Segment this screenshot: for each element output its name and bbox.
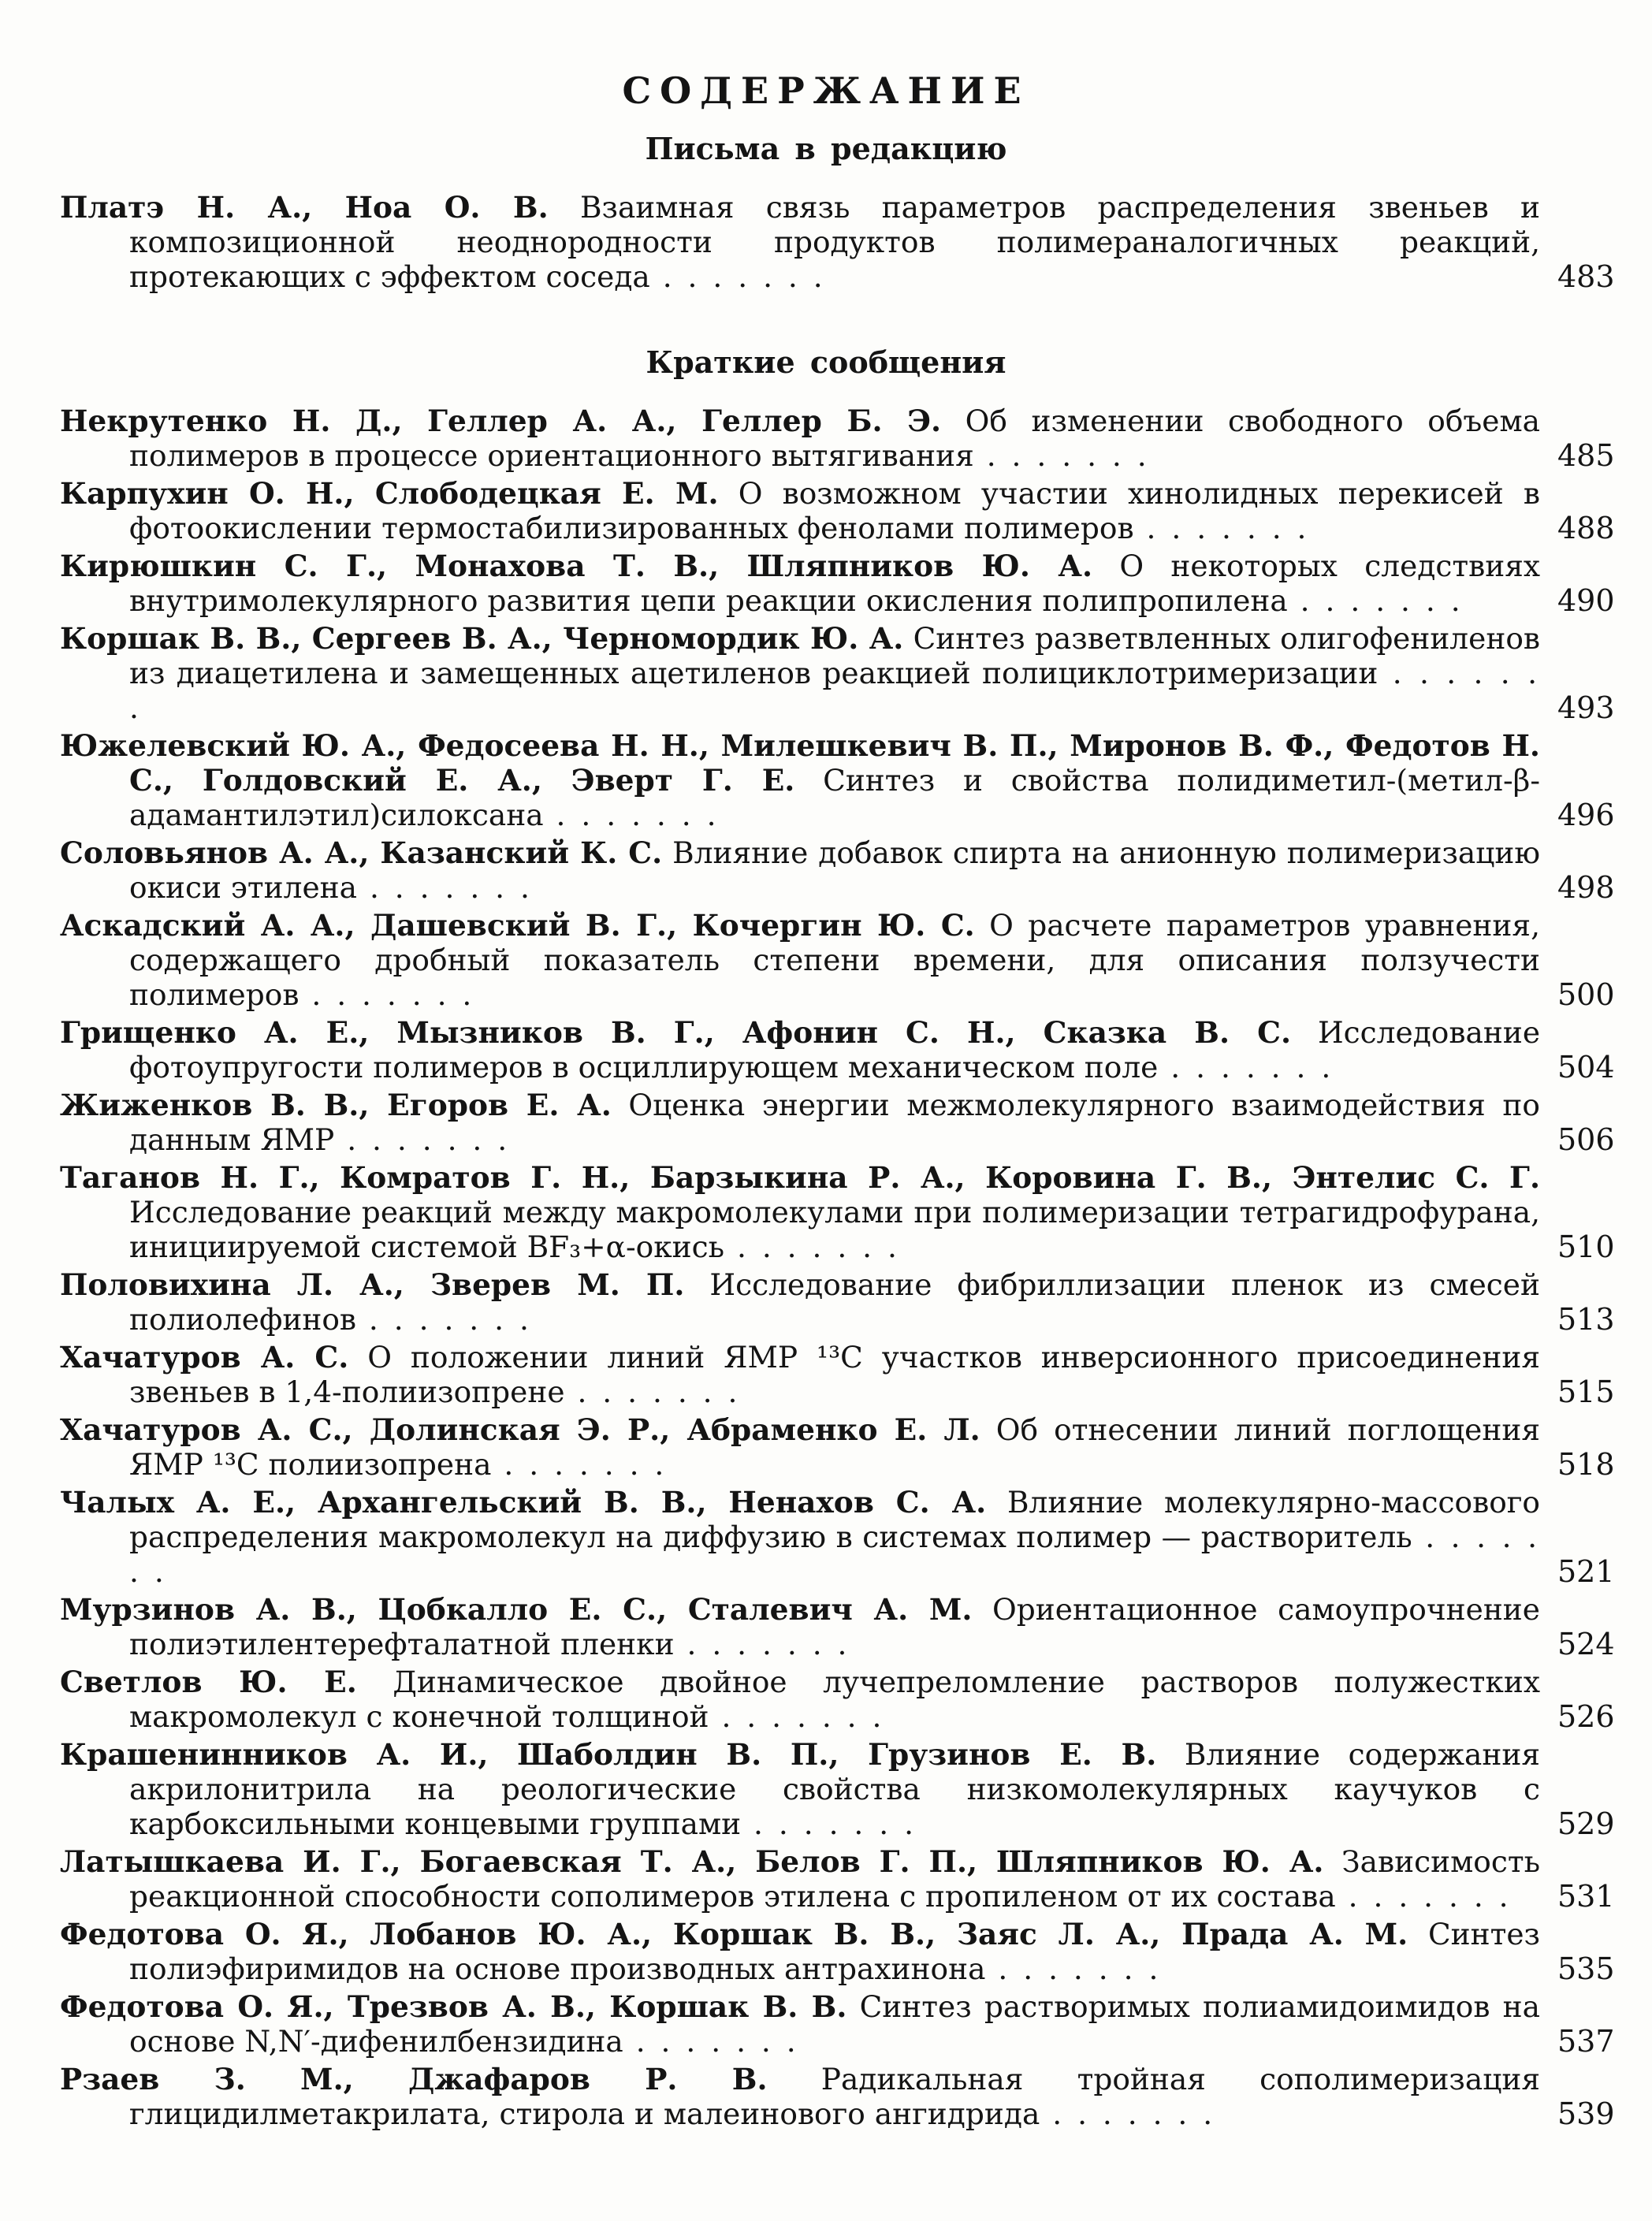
toc-entry	[60, 190, 1615, 294]
dot-leader: . . . . . . .	[356, 1302, 532, 1337]
entry-authors: Соловьянов А. А., Казанский К. С.	[60, 835, 663, 870]
page-number: 500	[1557, 977, 1615, 1012]
dot-leader: . . . . . . .	[724, 1230, 900, 1264]
page-number: 513	[1557, 1302, 1615, 1337]
page-number: 510	[1557, 1230, 1615, 1264]
toc-entry	[60, 549, 1615, 618]
page-number: 485	[1557, 438, 1615, 473]
dot-leader: . . . . . . .	[649, 259, 826, 294]
toc-entry	[60, 1989, 1615, 2059]
toc-entry	[60, 404, 1615, 473]
entry-authors: Карпухин О. Н., Слободецкая Е. М.	[60, 476, 719, 511]
entry-authors: Таганов Н. Г., Комратов Г. Н., Барзыкина Р. А., Коровина Г. В., Энтелис С. Г.	[60, 1160, 1540, 1195]
entry-authors: Хачатуров А. С., Долинская Э. Р., Абраменко Е. Л.	[60, 1412, 980, 1447]
entry-authors: Половихина Л. А., Зверев М. П.	[60, 1267, 685, 1302]
entry-authors: Латышкаева И. Г., Богаевская Т. А., Белов Г. П., Шляпников Ю. А.	[60, 1844, 1324, 1879]
entry-title: О расчете параметров уравнения, содержащего дробный показатель степени времени, для описания ползучести полимеров	[129, 908, 1540, 1012]
entry-title: Динамическое двойное лучепреломление растворов полужестких макромолекул с конечной толщиной	[129, 1665, 1541, 1734]
page-number: 521	[1557, 1554, 1615, 1589]
dot-leader: . . . . . . .	[709, 1699, 885, 1734]
page-number: 515	[1557, 1375, 1615, 1409]
entry-authors: Платэ Н. А., Ноа О. В.	[60, 190, 549, 225]
page-title: СОДЕРЖАНИЕ	[622, 69, 1030, 112]
dot-leader: . . . . . . .	[334, 1122, 511, 1157]
entry-title: Синтез полиэфиримидов на основе производных антрахинона	[129, 1917, 1541, 1986]
page-number: 535	[1557, 1951, 1615, 1986]
dot-leader: . . . . . . .	[741, 1806, 917, 1841]
dot-leader: . . . . . . .	[1158, 1050, 1334, 1084]
entry-title: Влияние добавок спирта на анионную полимеризацию окиси этилена	[129, 835, 1541, 905]
toc-entry	[60, 1160, 1615, 1264]
page-number: 539	[1557, 2096, 1615, 2131]
entry-title: Влияние молекулярно-массового распределения макромолекул на диффузию в системах полимер — растворитель	[129, 1485, 1540, 1554]
entry-authors: Крашенинников А. И., Шаболдин В. П., Грузинов Е. В.	[60, 1737, 1157, 1772]
entry-authors: Хачатуров А. С.	[60, 1340, 349, 1375]
entry-title: Синтез и свойства полидиметил-(метил-β-адамантилэтил)силоксана	[129, 763, 1541, 832]
entry-title: Оценка энергии межмолекулярного взаимодействия по данным ЯМР	[129, 1088, 1540, 1157]
entry-authors: Грищенко А. Е., Мызников В. Г., Афонин С. Н., Сказка В. С.	[60, 1015, 1292, 1050]
page-number: 518	[1557, 1447, 1615, 1482]
entry-authors: Светлов Ю. Е.	[60, 1665, 357, 1699]
entry-authors: Некрутенко Н. Д., Геллер А. А., Геллер Б. Э.	[60, 404, 942, 438]
toc-entry	[60, 1485, 1615, 1589]
dot-leader: . . . . . . .	[357, 870, 533, 905]
entry-title: О возможном участии хинолидных перекисей в фотоокислении термостабилизированных фенолами полимеров	[129, 476, 1540, 545]
entry-title: О положении линий ЯМР ¹³С участков инверсионного присоединения звеньев в 1,4-полиизопрене	[129, 1340, 1541, 1409]
page-number: 483	[1557, 259, 1615, 294]
entry-title: Об отнесении линий поглощения ЯМР ¹³С полиизопрена	[129, 1412, 1540, 1482]
toc-entry	[60, 1267, 1615, 1337]
dot-leader: . . . . . . .	[1287, 583, 1464, 618]
toc-entry	[60, 1844, 1615, 1914]
entry-authors: Южелевский Ю. А., Федосеева Н. Н., Милешкевич В. П., Миронов В. Ф., Федотов Н. С., Голдовский Е. А., Эверт Г. Е.	[60, 728, 1540, 798]
toc-entry	[60, 1665, 1615, 1734]
entry-list	[0, 404, 1652, 2131]
entry-title: О некоторых следствиях внутримолекулярного развития цепи реакции окисления полипропилена	[129, 549, 1541, 618]
toc-entry	[60, 1088, 1615, 1157]
section-heading: Краткие сообщения	[646, 344, 1006, 380]
entry-authors: Федотова О. Я., Лобанов Ю. А., Коршак В. В., Заяс Л. А., Прада А. М.	[60, 1917, 1408, 1951]
page-number: 504	[1557, 1050, 1615, 1084]
toc-entry	[60, 1917, 1615, 1986]
entry-authors: Чалых А. Е., Архангельский В. В., Ненахов С. А.	[60, 1485, 987, 1520]
toc-entry	[60, 1737, 1615, 1841]
entry-authors: Мурзинов А. В., Цобкалло Е. С., Сталевич А. М.	[60, 1592, 973, 1627]
page-number: 526	[1557, 1699, 1615, 1734]
dot-leader: . . . . . . .	[129, 1520, 1540, 1589]
dot-leader: . . . . . . .	[299, 977, 475, 1012]
entry-title: Взаимная связь параметров распределения звеньев и композиционной неоднородности продуктов полимераналогичных реакций, протекающих с эффектом соседа	[129, 190, 1540, 294]
dot-leader: . . . . . . .	[1335, 1879, 1512, 1914]
page-number: 496	[1557, 798, 1615, 832]
dot-leader: . . . . . . .	[491, 1447, 668, 1482]
entry-title: Ориентационное самоупрочнение полиэтилентерефталатной пленки	[129, 1592, 1540, 1661]
toc-entry	[60, 835, 1615, 905]
page-number: 493	[1557, 690, 1615, 725]
entry-title: Исследование реакций между макромолекулами при полимеризации тетрагидрофурана, инициируемой системой BF₃+α-окись	[129, 1195, 1540, 1264]
page-number: 498	[1557, 870, 1615, 905]
entry-authors: Жиженков В. В., Егоров Е. А.	[60, 1088, 612, 1122]
entry-title: Исследование фибриллизации пленок из смесей полиолефинов	[129, 1267, 1540, 1337]
dot-leader: . . . . . . .	[985, 1951, 1162, 1986]
entry-title: Синтез разветвленных олигофениленов из диацетилена и замещенных ацетиленов реакцией полициклотримеризации	[129, 621, 1541, 690]
dot-leader: . . . . . . .	[543, 798, 720, 832]
entry-title: Радикальная тройная сополимеризация глицидилметакрилата, стирола и малеинового ангидрида	[129, 2062, 1541, 2131]
entry-title: Влияние содержания акрилонитрила на реологические свойства низкомолекулярных каучуков с карбоксильными концевыми группами	[129, 1737, 1541, 1841]
dot-leader: . . . . . . .	[1133, 511, 1310, 545]
entry-authors: Федотова О. Я., Трезвов А. В., Коршак В. В.	[60, 1989, 847, 2024]
entry-authors: Коршак В. В., Сергеев В. А., Черномордик Ю. А.	[60, 621, 904, 656]
toc-entry	[60, 908, 1615, 1012]
page-number: 537	[1557, 2024, 1615, 2059]
page-number: 529	[1557, 1806, 1615, 1841]
entry-list	[0, 190, 1652, 294]
toc-entry	[60, 476, 1615, 545]
toc-entry	[60, 1412, 1615, 1482]
page-number: 524	[1557, 1627, 1615, 1661]
dot-leader: . . . . . . .	[623, 2024, 799, 2059]
dot-leader: . . . . . . .	[129, 656, 1540, 725]
toc-entry	[60, 2062, 1615, 2131]
toc-entry	[60, 1592, 1615, 1661]
entry-authors: Кирюшкин С. Г., Монахова Т. В., Шляпников Ю. А.	[60, 549, 1093, 583]
section-heading: Письма в редакцию	[645, 131, 1007, 166]
toc-entry	[60, 728, 1615, 832]
dot-leader: . . . . . . .	[564, 1375, 741, 1409]
entry-title: Зависимость реакционной способности сополимеров этилена с пропиленом от их состава	[129, 1844, 1541, 1914]
entry-authors: Аскадский А. А., Дашевский В. Г., Кочергин Ю. С.	[60, 908, 975, 943]
page-number: 531	[1557, 1879, 1615, 1914]
entry-title: Исследование фотоупругости полимеров в осциллирующем механическом поле	[129, 1015, 1541, 1084]
section-gap	[0, 297, 1652, 344]
toc-entry	[60, 1015, 1615, 1084]
entry-title: Синтез растворимых полиамидоимидов на основе N,N′-дифенилбензидина	[129, 1989, 1541, 2059]
entry-title: Об изменении свободного объема полимеров в процессе ориентационного вытягивания	[129, 404, 1540, 473]
page-number: 488	[1557, 511, 1615, 545]
dot-leader: . . . . . . .	[674, 1627, 850, 1661]
dot-leader: . . . . . . .	[973, 438, 1150, 473]
page-number: 506	[1557, 1122, 1615, 1157]
page-number: 490	[1557, 583, 1615, 618]
entry-authors: Рзаев З. М., Джафаров Р. В.	[60, 2062, 768, 2096]
toc-entry	[60, 621, 1615, 725]
toc-entry	[60, 1340, 1615, 1409]
dot-leader: . . . . . . .	[1040, 2096, 1216, 2131]
